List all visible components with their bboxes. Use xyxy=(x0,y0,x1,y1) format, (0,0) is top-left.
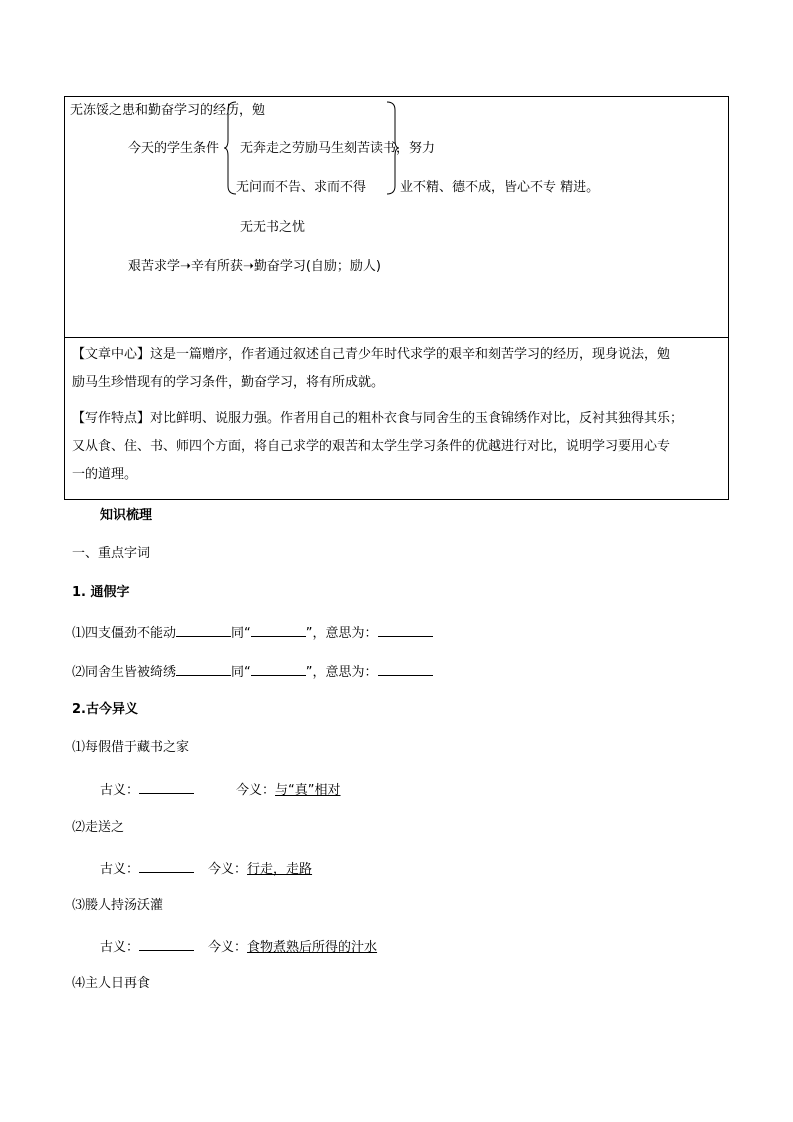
center-line2: 励马生珍惜现有的学习条件，勤奋学习，将有所成就。 xyxy=(72,375,385,390)
answer-blank[interactable] xyxy=(176,663,231,676)
features-line3: 一的道理。 xyxy=(72,467,138,482)
flow-step-1: 艰苦求学 xyxy=(128,259,181,274)
branch-2: 无问而不告、求而不得 xyxy=(236,180,367,195)
gujin-2-meanings: 古义： 今义：行走，走路 xyxy=(100,862,313,877)
answer-blank[interactable] xyxy=(378,663,433,676)
flow-step-2: 辛有所获 xyxy=(190,259,243,274)
heading-key-words: 一、重点字词 xyxy=(72,546,151,561)
arrow-icon: ➝ xyxy=(180,259,191,274)
gujin-3: ⑶媵人持汤沃灌 xyxy=(72,898,164,913)
branch-1: 无奔走之劳励马生刻苦读书，努力 xyxy=(240,141,436,156)
question-1: ⑴四支僵劲不能动 同“ ”，意思为： xyxy=(72,624,433,642)
summary-line1: 无冻馁之患和勤奋学习的经历，勉 xyxy=(70,103,266,118)
features-line1: 【写作特点】对比鲜明、说服力强。作者用自己的粗朴衣食与同舍生的玉食锦绣作对比，反衬其独得其乐； xyxy=(72,411,684,426)
arrow-icon: ➝ xyxy=(242,259,254,274)
answer-blank[interactable] xyxy=(251,624,306,637)
answer-blank[interactable] xyxy=(251,663,306,676)
answer-blank[interactable] xyxy=(378,624,433,637)
flow-line xyxy=(128,259,381,275)
gujin-3-meanings: 古义： 今义：食物煮熟后所得的汁水 xyxy=(100,940,378,955)
heading-tongjia: 1. 通假字 xyxy=(72,585,130,600)
center-label: 【文章中心】 xyxy=(72,347,151,362)
answer-blank[interactable] xyxy=(139,781,194,794)
center-line1: 【文章中心】这是一篇赠序，作者通过叙述自己青少年时代求学的艰辛和刻苦学习的经历，现身说法，勉 xyxy=(72,347,671,362)
section-title: 知识梳理 xyxy=(100,508,153,523)
branch-3: 无无书之忧 xyxy=(240,220,306,235)
flow-step-3: 勤奋学习(自励；励人) xyxy=(253,259,381,274)
answer-blank[interactable] xyxy=(139,938,194,951)
heading-gujin: 2.古今异义 xyxy=(72,702,138,717)
gujin-1: ⑴每假借于藏书之家 xyxy=(72,740,190,755)
features-line2: 又从食、住、书、师四个方面，将自己求学的艰苦和太学生学习条件的优越进行对比，说明学习要用心专 xyxy=(72,439,671,454)
answer-blank[interactable] xyxy=(176,624,231,637)
student-condition-label: 今天的学生条件 xyxy=(128,141,220,156)
gujin-4: ⑷主人日再食 xyxy=(72,976,151,991)
gujin-1-meanings: 古义： 今义：与“真”相对 xyxy=(100,783,341,798)
features-label: 【写作特点】 xyxy=(72,411,151,426)
answer-blank[interactable] xyxy=(139,860,194,873)
question-2: ⑵同舍生皆被绮绣 同“ ”，意思为： xyxy=(72,663,433,681)
conclusion: 业不精、德不成，皆心不专 精进。 xyxy=(400,180,600,195)
gujin-2: ⑵走送之 xyxy=(72,820,125,835)
